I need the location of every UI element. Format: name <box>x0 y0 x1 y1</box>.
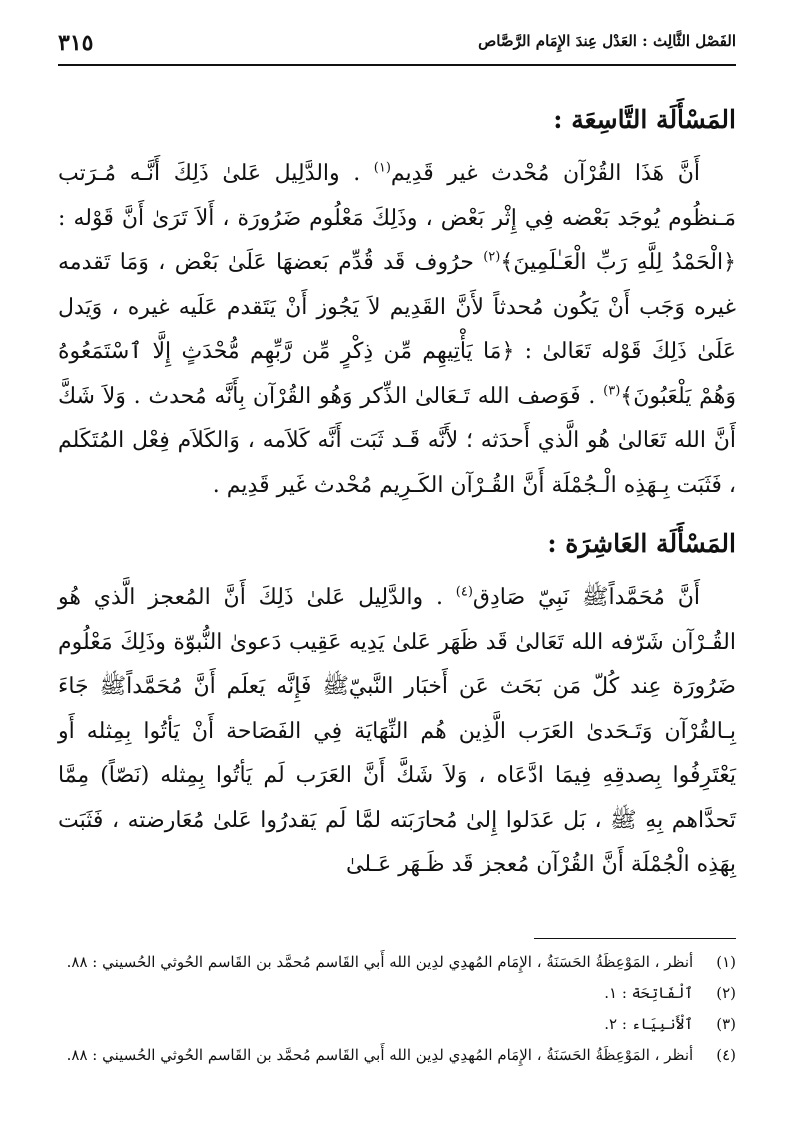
footnote-marker-1[interactable]: (١) <box>373 160 391 176</box>
footnote-marker-4[interactable]: (٤) <box>455 584 473 600</box>
section-heading-ninth-issue: المَسْأَلَة التَّاسِعَة : <box>553 105 736 134</box>
footnote-item <box>58 983 736 1003</box>
footnote-marker-3[interactable]: (٣) <box>603 383 621 399</box>
footnote-item <box>58 1045 736 1065</box>
page-number: ٣١٥ <box>58 30 94 56</box>
chapter-title: الفَصْل الثَّالِث : العَدْل عِندَ الإِمَام الرَّصَّاص <box>478 32 736 50</box>
footnote-number: (٣) <box>716 1015 736 1033</box>
paragraph-ninth-issue <box>58 152 736 508</box>
header-divider <box>58 64 736 66</box>
paragraph-text: أَنَّ مُحَمَّداًﷺ نَبِيّ صَادِق <box>472 585 700 610</box>
section-heading-tenth-issue: المَسْأَلَة العَاشِرَة : <box>547 529 736 558</box>
footnote-text: أنظر ، المَوْعِظَةُ الحَسَنَةُ ، الإِمَام المُهدِي لدِين الله أَبي القَاسم مُحمَّد بن القَاسم الحُوثي الحُسيني : ٨٨. <box>66 953 694 971</box>
footnote-item <box>58 1014 736 1034</box>
footnote-item <box>58 952 736 972</box>
footnote-marker-2[interactable]: (٢) <box>483 249 501 265</box>
footnote-text: ٱلْأَنبِيَاء : ٢. <box>604 1015 694 1033</box>
footnote-number: (٢) <box>716 984 736 1002</box>
paragraph-tenth-issue <box>58 576 736 888</box>
footnote-number: (١) <box>716 953 736 971</box>
paragraph-text: . والدَّلِيل عَلىٰ ذَلِكَ أَنَّ المُعجز الَّذي هُو القُـرْآن شَرّفه الله تَعَالىٰ قَد ظَهَر عَلىٰ يَدِيه عَقِيب دَعوىٰ النُّبوّة وذَلِكَ مَعْلُوم ضَرُورَة عِند كُلّ مَن بَحَث عَن أَخبَار النَّبيّﷺ فَإِنَّه يَعلَم أَنَّ مُحَمَّداًﷺ جَاءَ بِـالقُرْآن وَتَـحَدىٰ العَرَب الَّذِين هُم النِّهَايَة فِي الفَصَاحة أَنْ يَأتُوا بِمِثله أَو يَعْتَرِفُوا بِصدقِهِ فِيمَا ادَّعَاه ، وَلاَ شَكَّ أَنَّ العَرَب لَم يَأتُوا بِمِثله (نَصّاً) مِمَّا تَحدَّاهم بِهِ ﷺ ، بَل عَدَلوا إِلىٰ مُحارَبَته لمَّا لَم يَقدرُوا عَلىٰ مُعَارضته ، فَثَبَت بِهَذِه الْجُمْلَة أَنَّ القُرْآن مُعجز قَد ظَـهَر عَـلىٰ <box>58 585 736 877</box>
paragraph-text: . فَوَصف الله تَـعَالىٰ الذِّكر وَهُو القُرْآن بِأَنَّه مُحدث . وَلاَ شَكَّ أَنَّ الله تَعَالىٰ هُو الَّذي أَحدَثه ؛ لأَنَّه قَـد ثَبَت أَنَّه كَلاَمه ، وَالكَلاَم فِعْل المُتَكَلم ، فَثَبَت بِـهَذِه الْـجُمْلَة أَنَّ القُـرْآن الكَـرِيم مُحْدث غَير قَدِيم . <box>58 383 736 498</box>
main-text <box>58 96 736 900</box>
paragraph-text: أَنَّ هَذَا القُرْآن مُحْدث غير قَدِيم <box>390 161 700 186</box>
footnote-divider <box>534 938 736 939</box>
footnotes <box>58 952 736 1076</box>
footnote-number: (٤) <box>716 1046 736 1064</box>
paragraph-text: . والدَّلِيل عَلىٰ ذَلِكَ أَنَّـه مُـرَتب مَـنظُوم يُوجَد بَعْضه فِي إِثْر بَعْض ، وذَلِكَ مَعْلُوم ضَرُورَة ، أَلاَ تَرَىٰ أَنَّ قَوْله : ﴿الْحَمْدُ لِلَّهِ رَبِّ الْعَـٰلَمِينَ﴾ <box>58 161 737 275</box>
footnote-text: ٱلْفَاتِحَة : ١. <box>604 984 694 1002</box>
running-header <box>58 30 736 64</box>
paragraph-text: حرُوف قَد قُدِّم بَعضهَا عَلَىٰ بَعْض ، وَمَا تَقدمه غيره وَجَب أَنْ يَكُون مُحدثاً لأَنَّ القَدِيم لاَ يَجُوز أَنْ يَتَقدم عَلَيه غيره ، وَيَدل عَلَىٰ ذَلِكَ قَوْله تَعَالىٰ : ﴿مَا يَأْتِيهِم مِّن ذِكْرٍ مِّن رَّبِّهِم مُّحْدَثٍ إِلَّا ٱسْتَمَعُوهُ وَهُمْ يَلْعَبُونَ﴾ <box>58 250 736 409</box>
footnote-text: أنظر ، المَوْعِظَةُ الحَسَنَةُ ، الإِمَام المُهدِي لدِين الله أَبي القَاسم مُحمَّد بن القَاسم الحُوثي الحُسيني : ٨٨. <box>66 1046 694 1064</box>
